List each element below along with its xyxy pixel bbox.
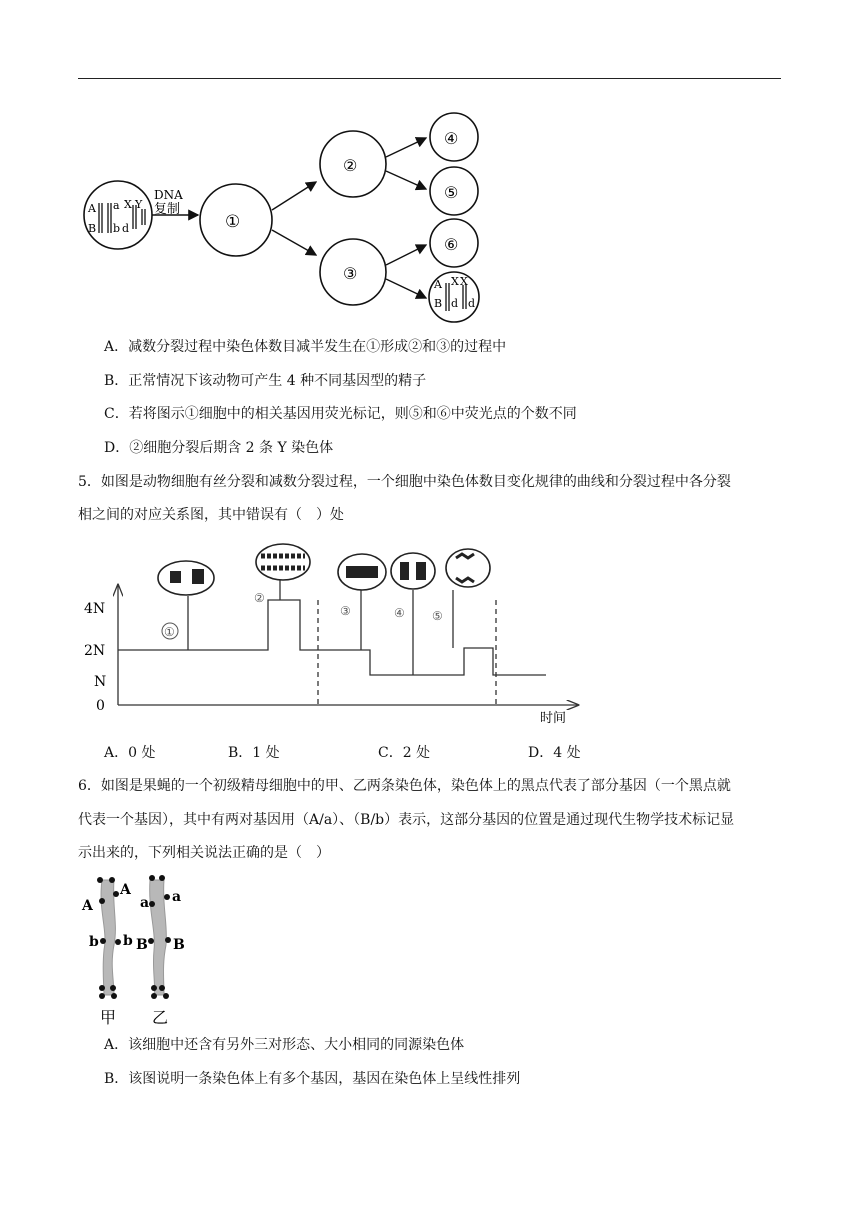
label-jia: 甲 (100, 1008, 117, 1027)
start-label-d: d (122, 222, 130, 235)
arrow-label-copy: 复制 (154, 202, 181, 217)
q5-stem-line1: 5．如图是动物细胞有丝分裂和减数分裂过程，一个细胞中染色体数目变化规律的曲线和分裂过程中各分裂 (78, 474, 731, 490)
label-A-right: A (120, 882, 131, 898)
cell-figure-3 (338, 554, 386, 650)
start-label-A: A (88, 202, 96, 215)
y-tick-N: N (94, 674, 107, 690)
start-label-X: X (124, 198, 132, 211)
label-b-right: b (123, 933, 133, 949)
q5-option-d: D．4 处 (528, 745, 581, 761)
cell-1-num: ① (225, 212, 241, 232)
start-label-Y: Y (135, 198, 143, 211)
chromosome-jia (101, 880, 115, 995)
label-a-right: a (172, 889, 182, 905)
q4-option-b: B．正常情况下该动物可产生 4 种不同基因型的精子 (104, 373, 427, 389)
cell-figure-2 (254, 544, 310, 605)
last-label-B: B (434, 297, 443, 310)
q4-option-c: C．若将图示①细胞中的相关基因用荧光标记，则⑤和⑥中荧光点的个数不同 (104, 406, 577, 422)
start-label-b: b (113, 222, 121, 235)
meiosis-cell-diagram (78, 105, 498, 325)
chart-marker-3: ③ (340, 604, 351, 618)
q5-option-a: A．0 处 (104, 745, 156, 761)
cell-4-num: ④ (444, 129, 459, 148)
y-tick-4N: 4N (84, 601, 106, 617)
q5-option-b: B．1 处 (228, 745, 280, 761)
chart-marker-5: ⑤ (432, 609, 443, 623)
cell-5-num: ⑤ (444, 183, 459, 202)
q6-option-b: B．该图说明一条染色体上有多个基因，基因在染色体上呈线性排列 (104, 1071, 521, 1087)
q6-stem-line2: 代表一个基因），其中有两对基因用（A/a）、（B/b）表示，这部分基因的位置是通过现代生物学技术标记显 (78, 812, 735, 828)
label-A-left: A (82, 898, 93, 914)
last-label-d1: d (451, 297, 459, 310)
fruitfly-chromosome-figure (78, 870, 198, 1030)
q6-stem-line1: 6．如图是果蝇的一个初级精母细胞中的甲、乙两条染色体，染色体上的黑点代表了部分基因（一个黑点就 (78, 778, 731, 794)
q6-stem-line3: 示出来的，下列相关说法正确的是（ ） (78, 845, 330, 861)
chart-marker-1: ① (164, 625, 175, 639)
chromosome-number-chart (78, 540, 598, 730)
cell-6-num: ⑥ (444, 235, 459, 254)
last-label-X2: X (460, 275, 468, 288)
label-b-left: b (89, 934, 99, 950)
label-yi: 乙 (152, 1008, 169, 1027)
start-label-B: B (88, 222, 97, 235)
y-tick-0: 0 (96, 698, 105, 714)
q4-option-d: D．②细胞分裂后期含 2 条 Y 染色体 (104, 440, 334, 456)
chromosome-curve (118, 600, 546, 675)
arrow-label-dna: DNA (154, 188, 183, 202)
cell-figure-4 (391, 553, 435, 675)
y-tick-2N: 2N (84, 643, 106, 659)
chart-marker-2: ② (254, 591, 265, 605)
last-label-A: A (434, 278, 442, 291)
header-rule (78, 78, 781, 79)
cell-figure-5 (432, 549, 490, 648)
chromosome-yi (150, 880, 167, 995)
q5-option-c: C．2 处 (378, 745, 431, 761)
last-label-d2: d (468, 297, 476, 310)
start-label-a: a (113, 199, 120, 212)
chart-marker-4: ④ (394, 606, 405, 620)
cell-2-num: ② (343, 156, 358, 175)
q5-stem-line2: 相之间的对应关系图，其中错误有（ ）处 (78, 507, 344, 523)
x-axis-label: 时间 (540, 711, 567, 726)
label-B-left: B (136, 937, 148, 953)
cell-3-num: ③ (343, 264, 358, 283)
cell-figure-1 (158, 561, 214, 650)
last-label-X1: X (451, 275, 459, 288)
label-B-right: B (173, 937, 185, 953)
label-a-left: a (140, 895, 150, 911)
q4-option-a: A．减数分裂过程中染色体数目减半发生在①形成②和③的过程中 (104, 339, 507, 355)
q6-option-a: A．该细胞中还含有另外三对形态、大小相同的同源染色体 (104, 1037, 465, 1053)
